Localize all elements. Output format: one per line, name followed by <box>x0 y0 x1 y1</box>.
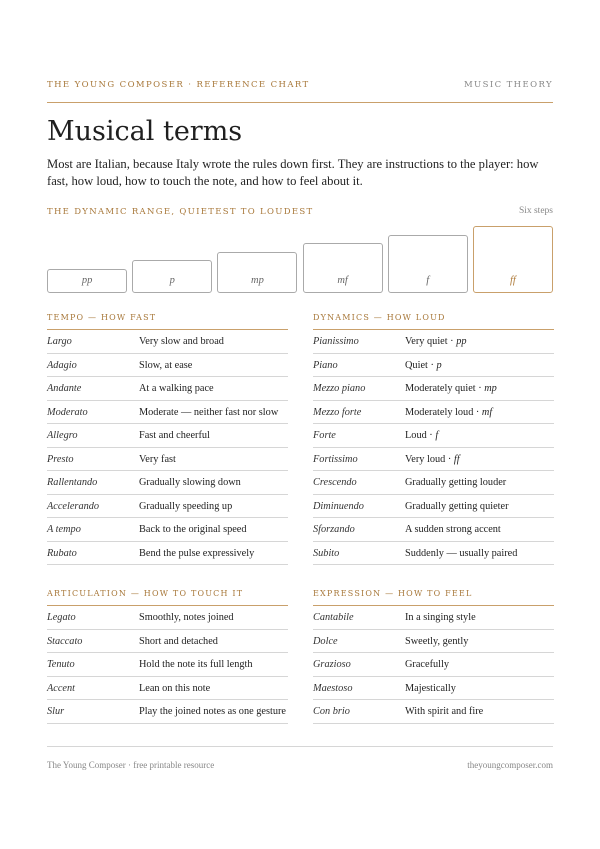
term-definition-text: Fast and cheerful <box>139 430 210 441</box>
term-definition-text: Gradually speeding up <box>139 500 233 512</box>
term-definition <box>405 495 554 518</box>
tempo-section <box>47 313 288 565</box>
term-definition-text: Moderately loud · <box>405 406 482 418</box>
term-definition-text: Gracefully <box>405 659 450 670</box>
term-definition <box>139 653 288 676</box>
term-row <box>47 377 288 401</box>
term-name: Moderato <box>47 406 88 418</box>
term-definition <box>405 401 554 424</box>
footer-credit: The Young Composer · free printable resource <box>47 760 215 770</box>
term-name: Rubato <box>47 547 77 559</box>
term-name: Allegro <box>47 430 78 441</box>
term-definition <box>405 677 554 700</box>
term-name: Adagio <box>47 359 77 371</box>
term-row <box>47 677 288 701</box>
term-definition <box>405 471 554 494</box>
term-definition <box>139 542 288 565</box>
dynamic-mark: p <box>436 359 442 371</box>
term-definition <box>139 424 288 447</box>
term-definition <box>405 330 554 353</box>
term-definition-text: Very quiet · <box>405 336 457 347</box>
dynamic-mark: ff <box>453 453 460 465</box>
term-name: Dolce <box>313 635 338 647</box>
term-definition-text: With spirit and fire <box>405 706 484 717</box>
term-row <box>313 606 554 630</box>
term-definition-text: Moderately quiet · <box>405 383 485 394</box>
term-name: Diminuendo <box>313 500 364 512</box>
term-definition-text: Very slow and broad <box>139 336 224 347</box>
term-row <box>47 700 288 724</box>
dynamic-step-mp <box>217 252 297 293</box>
term-name: Piano <box>313 359 338 371</box>
term-definition <box>405 518 554 541</box>
term-definition <box>139 518 288 541</box>
term-definition-text: Quiet · <box>405 359 437 371</box>
term-definition-text: Bend the pulse expressively <box>139 547 255 559</box>
term-row <box>313 330 554 354</box>
term-definition-text: Short and detached <box>139 635 218 647</box>
expression-heading: EXPRESSION — HOW TO FEEL <box>313 589 554 606</box>
term-name: Andante <box>47 383 82 394</box>
dynamics-heading: DYNAMICS — HOW LOUD <box>313 313 554 330</box>
header-subject: MUSIC THEORY <box>463 80 553 90</box>
term-definition <box>405 448 554 471</box>
term-row <box>47 354 288 378</box>
term-name: Presto <box>47 453 74 465</box>
term-definition-text: Very loud · <box>405 453 454 465</box>
term-row <box>47 424 288 448</box>
expression-section <box>313 589 554 724</box>
footer-website: theyoungcomposer.com <box>467 760 553 770</box>
term-name: Largo <box>47 336 72 347</box>
term-definition <box>139 354 288 377</box>
term-definition-text: Gradually getting louder <box>405 477 507 488</box>
term-definition <box>405 542 554 565</box>
dynamic-range-label: THE DYNAMIC RANGE, QUIETEST TO LOUDEST <box>47 207 314 217</box>
dynamic-range-count: Six steps <box>518 206 553 216</box>
term-row <box>47 630 288 654</box>
term-name: Accelerando <box>47 500 100 512</box>
term-definition <box>139 606 288 629</box>
term-row <box>47 471 288 495</box>
term-name: Accent <box>47 682 76 694</box>
term-name: Slur <box>47 706 65 717</box>
term-name: Pianissimo <box>313 336 359 347</box>
term-definition <box>405 424 554 447</box>
term-row <box>47 495 288 519</box>
dynamic-step-mark: ff <box>509 275 516 286</box>
dynamic-step-mf <box>303 243 383 293</box>
dynamic-mark: pp <box>456 336 467 347</box>
term-name: Grazioso <box>313 659 351 670</box>
term-definition-text: A sudden strong accent <box>405 524 501 535</box>
term-name: Maestoso <box>313 682 353 694</box>
term-definition-text: Majestically <box>405 682 456 694</box>
term-name: Mezzo piano <box>313 383 366 394</box>
term-definition <box>139 377 288 400</box>
term-row <box>313 424 554 448</box>
dynamic-mark: f <box>435 430 439 441</box>
term-definition <box>139 677 288 700</box>
term-name: Tenuto <box>47 659 75 670</box>
term-name: Rallentando <box>47 477 98 488</box>
term-name: Con brio <box>313 706 350 717</box>
term-definition-text: In a singing style <box>405 612 476 623</box>
term-name: Forte <box>313 430 336 441</box>
page-title: Musical terms <box>47 116 243 147</box>
dynamic-step-p <box>132 260 212 293</box>
term-row <box>313 401 554 425</box>
dynamic-step-f <box>388 235 468 293</box>
dynamic-step-mark: mp <box>250 275 264 286</box>
term-row <box>47 401 288 425</box>
term-definition <box>405 630 554 653</box>
term-definition-text: Hold the note its full length <box>139 659 253 670</box>
term-definition-text: Back to the original speed <box>139 524 247 535</box>
term-definition <box>139 700 288 723</box>
dynamic-step-pp <box>47 269 127 293</box>
page-footer <box>47 746 553 770</box>
term-definition-text: Very fast <box>139 453 176 465</box>
term-row <box>47 542 288 566</box>
term-row <box>313 518 554 542</box>
term-name: Fortissimo <box>313 453 358 465</box>
term-name: Staccato <box>47 635 83 647</box>
term-definition-text: Smoothly, notes joined <box>139 612 234 623</box>
term-name: Legato <box>47 612 76 623</box>
term-row <box>313 700 554 724</box>
term-definition-text: Loud · <box>405 430 436 441</box>
term-definition <box>139 495 288 518</box>
page-header <box>47 80 553 103</box>
term-row <box>313 377 554 401</box>
term-row <box>313 471 554 495</box>
term-definition-text: Gradually getting quieter <box>405 500 509 512</box>
term-name: Mezzo forte <box>313 406 362 418</box>
term-definition-text: Moderate — neither fast nor slow <box>139 406 279 418</box>
term-name: A tempo <box>47 524 81 535</box>
dynamic-range-steps <box>47 222 553 293</box>
term-definition <box>405 377 554 400</box>
term-row <box>313 495 554 519</box>
dynamic-step-mark: f <box>426 275 430 286</box>
term-definition <box>139 630 288 653</box>
dynamic-step-mark: pp <box>81 275 93 286</box>
articulation-heading: ARTICULATION — HOW TO TOUCH IT <box>47 589 288 606</box>
dynamics-section <box>313 313 554 565</box>
tempo-heading: TEMPO — HOW FAST <box>47 313 288 330</box>
term-row <box>313 448 554 472</box>
term-definition-text: Lean on this note <box>139 682 211 694</box>
term-definition <box>139 448 288 471</box>
header-series-title: THE YOUNG COMPOSER · REFERENCE CHART <box>47 80 310 90</box>
dynamic-mark: mp <box>484 383 497 394</box>
term-row <box>47 330 288 354</box>
term-row <box>313 677 554 701</box>
term-row <box>47 448 288 472</box>
term-definition-text: Sweetly, gently <box>405 635 469 647</box>
term-name: Sforzando <box>313 524 355 535</box>
term-definition <box>405 700 554 723</box>
term-definition <box>405 606 554 629</box>
dynamic-step-mark: p <box>169 275 175 286</box>
dynamic-step-mark: mf <box>337 275 348 286</box>
term-definition-text: Play the joined notes as one gesture <box>139 706 286 717</box>
term-definition <box>139 401 288 424</box>
term-row <box>47 606 288 630</box>
term-row <box>47 518 288 542</box>
term-row <box>313 653 554 677</box>
term-row <box>313 630 554 654</box>
term-definition-text: Suddenly — usually paired <box>405 547 518 559</box>
term-definition-text: Gradually slowing down <box>139 477 241 488</box>
term-name: Cantabile <box>313 612 354 623</box>
term-name: Subito <box>313 547 340 559</box>
dynamic-step-ff <box>473 226 553 293</box>
intro-paragraph: Most are Italian, because Italy wrote the rules down first. They are instructions to the player: how fast, how loud, how to touch the note, and how to feel about it. <box>47 157 539 188</box>
term-definition <box>405 354 554 377</box>
term-row <box>47 653 288 677</box>
term-definition <box>139 471 288 494</box>
term-row <box>313 542 554 566</box>
term-row <box>313 354 554 378</box>
dynamic-mark: mf <box>481 406 493 418</box>
term-definition <box>405 653 554 676</box>
term-name: Crescendo <box>313 477 357 488</box>
term-definition-text: At a walking pace <box>139 383 214 394</box>
term-definition-text: Slow, at ease <box>139 359 193 371</box>
articulation-section <box>47 589 288 724</box>
term-definition <box>139 330 288 353</box>
